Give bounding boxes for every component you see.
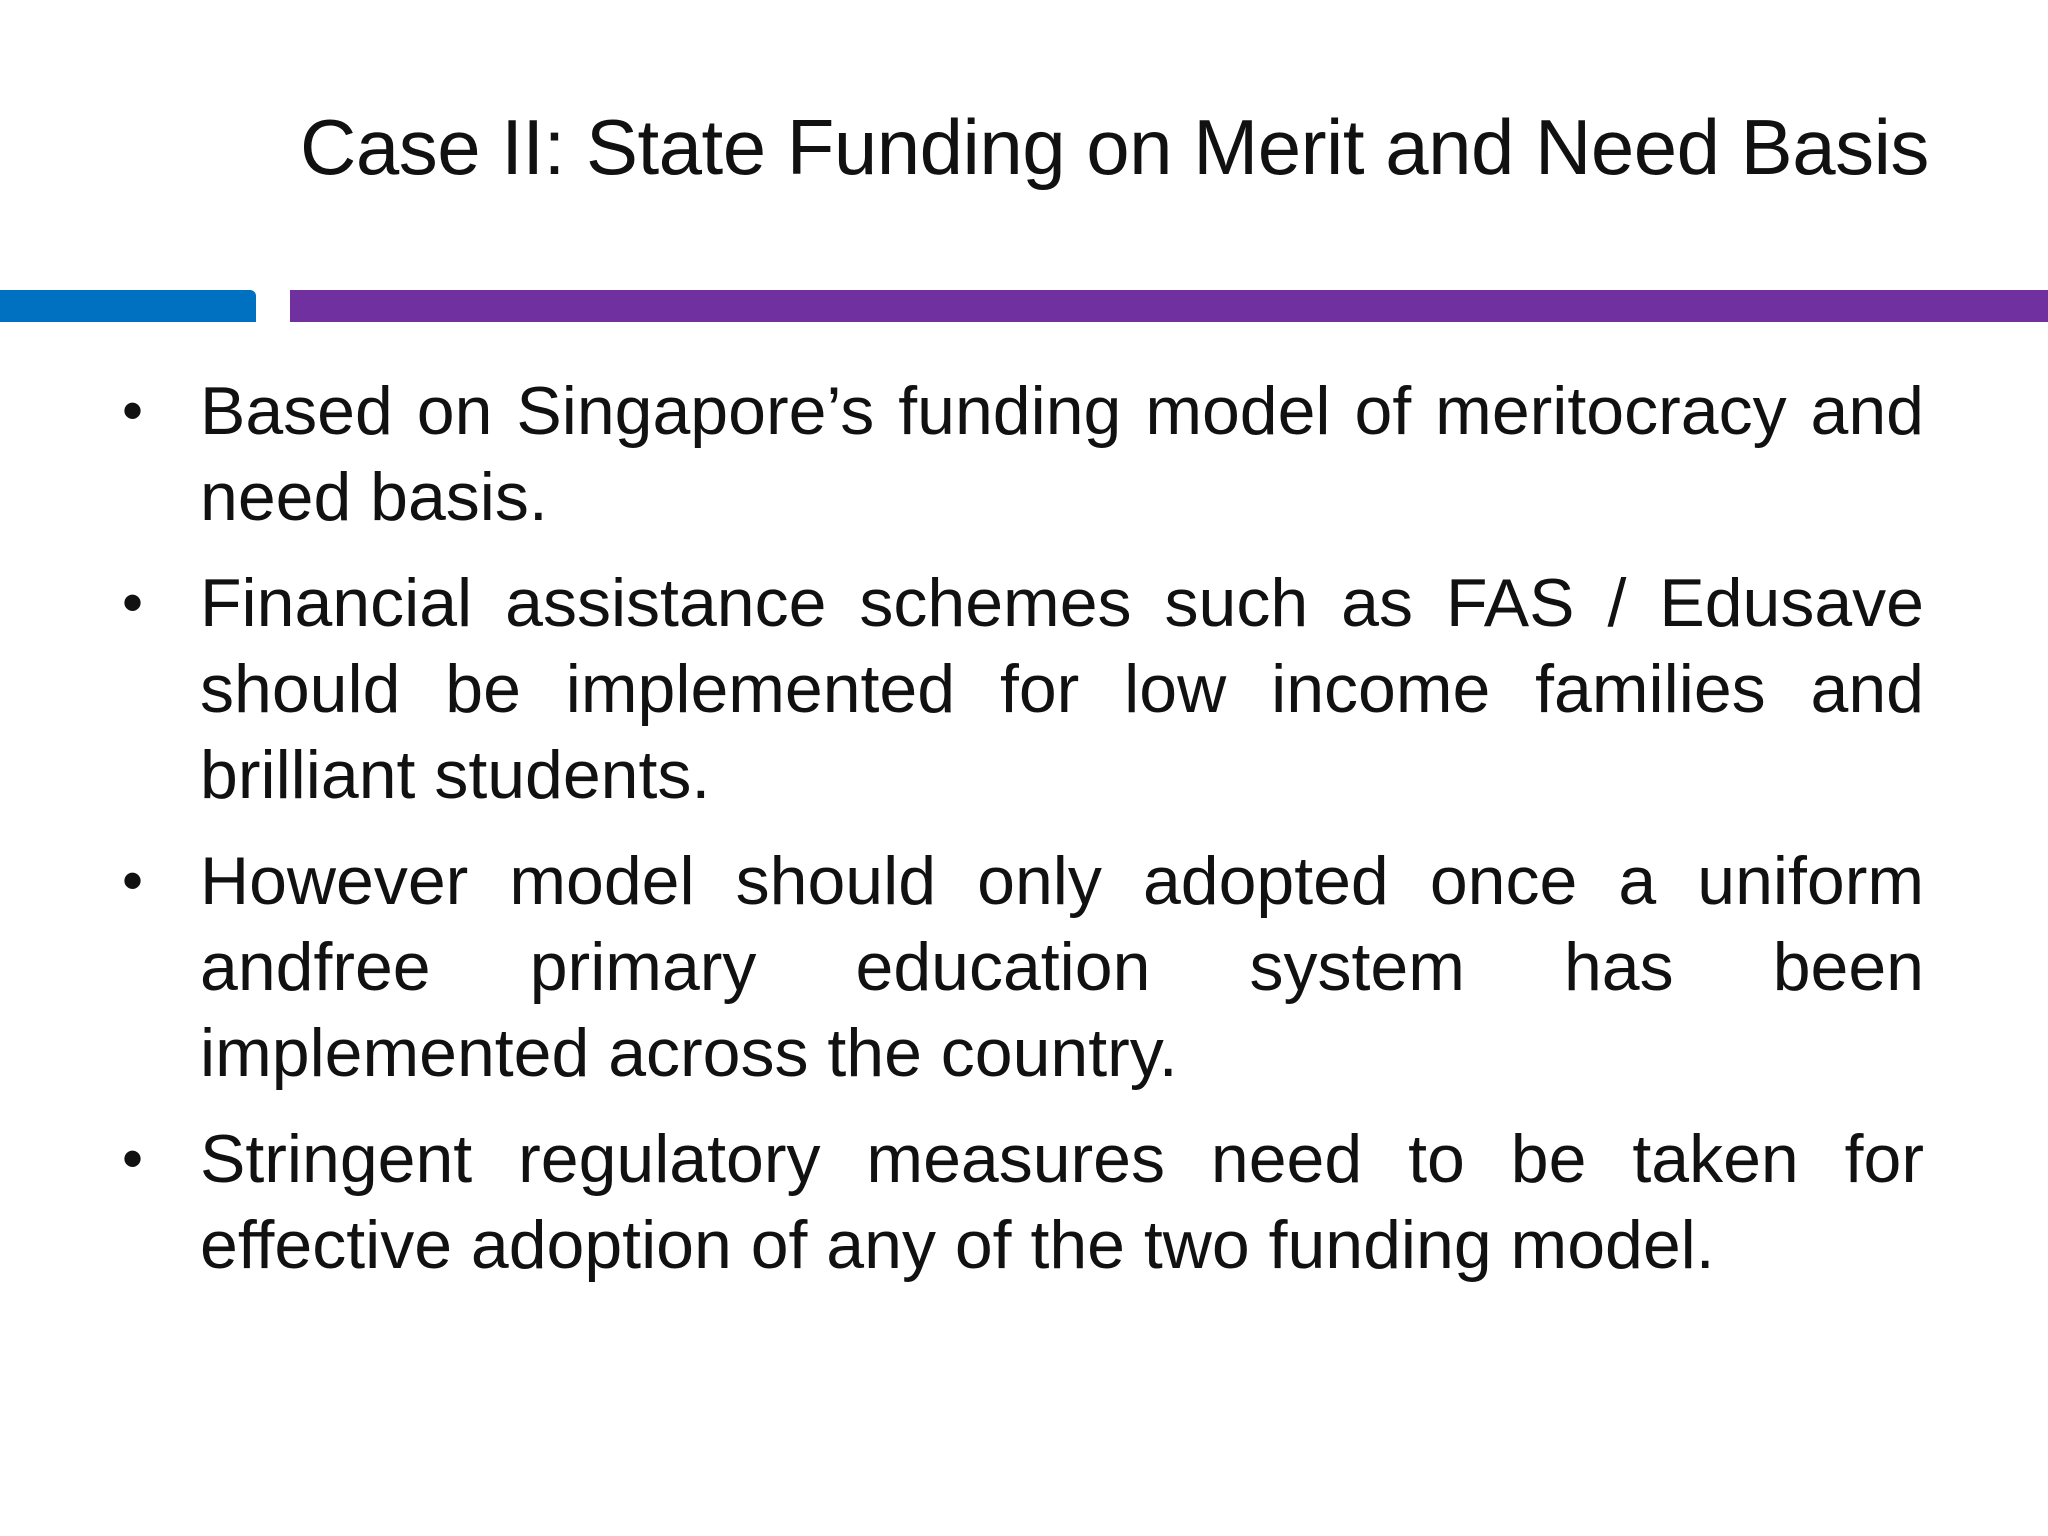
bullet-list xyxy=(122,368,1924,1308)
bullet-icon: • xyxy=(122,377,144,444)
bullet-text: However model should only adopted once a uniform andfree primary education system has been implemented across the country. xyxy=(200,843,1924,1091)
bullet-text: Stringent regulatory measures need to be taken for effective adoption of any of the two funding model. xyxy=(200,1121,1924,1283)
bullet-item xyxy=(122,368,1924,540)
bullet-text: Financial assistance schemes such as FAS / Edusave should be implemented for low income families and brilliant students. xyxy=(200,565,1924,813)
bullet-item xyxy=(122,1116,1924,1288)
bullet-icon: • xyxy=(122,569,144,636)
accent-bar-blue xyxy=(0,290,256,322)
slide-title: Case II: State Funding on Merit and Need Basis xyxy=(300,103,1929,191)
bullet-text: Based on Singapore’s funding model of meritocracy and need basis. xyxy=(200,373,1924,535)
bullet-icon: • xyxy=(122,847,144,914)
accent-bar-purple xyxy=(290,290,2048,322)
bullet-icon: • xyxy=(122,1125,144,1192)
bullet-item xyxy=(122,838,1924,1096)
bullet-item xyxy=(122,560,1924,818)
